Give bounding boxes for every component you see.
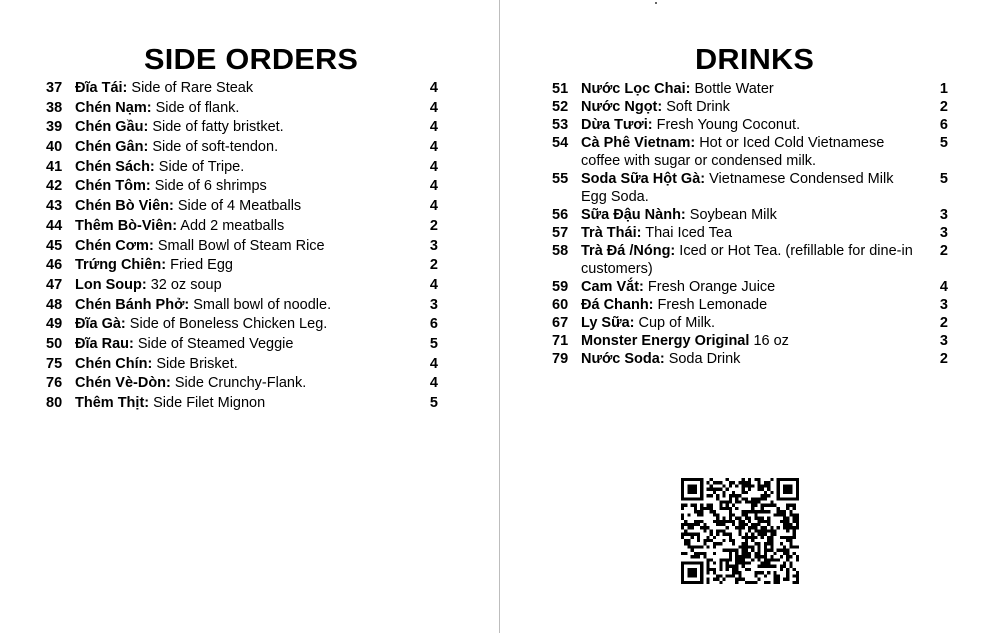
item-description: 32 oz soup bbox=[150, 276, 222, 293]
item-name: Đĩa Gà: bbox=[75, 316, 126, 333]
item-text bbox=[75, 375, 420, 391]
item-description: Small bowl of noodle. bbox=[193, 296, 332, 313]
item-text bbox=[75, 356, 420, 372]
item-name: Đĩa Tái: bbox=[75, 80, 128, 96]
item-price: 3 bbox=[939, 297, 948, 313]
menu-item bbox=[46, 178, 446, 198]
item-description: Iced or Hot Tea. (refillable for dine-in customers) bbox=[581, 243, 913, 277]
menu-item bbox=[46, 257, 446, 277]
item-name: Soda Sữa Hột Gà: bbox=[581, 171, 706, 187]
item-number: 67 bbox=[552, 315, 569, 331]
item-price: 2 bbox=[939, 315, 948, 331]
item-text bbox=[75, 297, 420, 313]
item-name: Chén Gân: bbox=[75, 139, 149, 156]
menu-item bbox=[552, 242, 952, 278]
item-number: 41 bbox=[46, 158, 63, 175]
item-name: Cam Vắt: bbox=[581, 279, 644, 295]
item-description: Side of 4 Meatballs bbox=[177, 198, 302, 215]
item-name: Cà Phê Vietnam: bbox=[581, 135, 696, 151]
item-name: Chén Gầu: bbox=[75, 119, 149, 136]
menu-item bbox=[46, 375, 446, 395]
drinks-list bbox=[552, 80, 952, 368]
item-price: 4 bbox=[429, 119, 438, 136]
menu-item bbox=[46, 277, 446, 297]
item-price: 4 bbox=[429, 276, 438, 293]
item-name: Nước Ngọt: bbox=[581, 99, 663, 115]
item-number: 52 bbox=[552, 99, 569, 115]
item-description: Vietnamese Condensed Milk Egg Soda. bbox=[581, 171, 894, 205]
menu-item bbox=[46, 336, 446, 356]
menu-item bbox=[552, 170, 952, 206]
item-name: Chén Bò Viên: bbox=[75, 198, 174, 215]
item-number: 75 bbox=[46, 355, 63, 372]
drinks-title: DRINKS bbox=[695, 44, 815, 76]
item-name: Chén Nạm: bbox=[75, 99, 152, 116]
item-description: Soybean Milk bbox=[689, 207, 777, 223]
menu-item bbox=[46, 356, 446, 376]
item-number: 38 bbox=[46, 99, 63, 116]
item-number: 57 bbox=[552, 225, 569, 241]
menu-item bbox=[46, 316, 446, 336]
item-price: 5 bbox=[939, 135, 948, 151]
menu-item bbox=[46, 159, 446, 179]
item-price: 3 bbox=[429, 296, 438, 313]
item-text bbox=[581, 98, 923, 116]
menu-item bbox=[46, 119, 446, 139]
item-name: Chén Vè-Dòn: bbox=[75, 375, 171, 392]
item-number: 45 bbox=[46, 237, 63, 254]
item-name: Đĩa Rau: bbox=[75, 335, 134, 352]
item-text bbox=[581, 206, 923, 224]
item-text bbox=[75, 277, 420, 293]
item-name: Ly Sữa: bbox=[581, 315, 635, 331]
item-price: 4 bbox=[429, 375, 438, 392]
menu-item bbox=[46, 198, 446, 218]
item-name: Trà Đá /Nóng: bbox=[581, 243, 676, 259]
item-name: Thêm Bò-Viên: bbox=[75, 217, 178, 234]
item-number: 49 bbox=[46, 316, 63, 333]
menu-item bbox=[552, 206, 952, 224]
item-number: 48 bbox=[46, 296, 63, 313]
item-name: Lon Soup: bbox=[75, 276, 147, 293]
item-number: 39 bbox=[46, 119, 63, 136]
item-number: 50 bbox=[46, 335, 63, 352]
item-description: Side Brisket. bbox=[156, 355, 238, 372]
item-text bbox=[581, 134, 923, 170]
item-price: 2 bbox=[429, 257, 438, 274]
item-price: 1 bbox=[939, 81, 948, 97]
item-price: 4 bbox=[429, 99, 438, 116]
item-number: 71 bbox=[552, 333, 569, 349]
item-description: 16 oz bbox=[753, 333, 789, 349]
item-text bbox=[581, 116, 923, 134]
item-number: 47 bbox=[46, 276, 63, 293]
item-text bbox=[75, 159, 420, 175]
item-text bbox=[75, 119, 420, 135]
item-price: 5 bbox=[939, 171, 948, 187]
item-description: Side of fatty bristket. bbox=[152, 119, 284, 136]
side-orders-list bbox=[46, 80, 446, 415]
item-text bbox=[75, 139, 420, 155]
item-number: 51 bbox=[552, 81, 569, 97]
item-price: 3 bbox=[939, 333, 948, 349]
item-text bbox=[581, 242, 923, 278]
item-text bbox=[581, 296, 923, 314]
item-text bbox=[581, 80, 923, 98]
item-text bbox=[75, 218, 420, 234]
item-description: Side of flank. bbox=[155, 99, 240, 116]
item-number: 54 bbox=[552, 135, 569, 151]
item-description: Cup of Milk. bbox=[638, 315, 716, 331]
menu-item bbox=[552, 350, 952, 368]
item-name: Chén Chín: bbox=[75, 355, 153, 372]
item-number: 44 bbox=[46, 217, 63, 234]
item-price: 3 bbox=[939, 225, 948, 241]
item-price: 4 bbox=[429, 158, 438, 175]
menu-item bbox=[46, 80, 446, 100]
menu-item bbox=[46, 238, 446, 258]
item-number: 42 bbox=[46, 178, 63, 195]
item-name: Chén Tôm: bbox=[75, 178, 151, 195]
item-number: 80 bbox=[46, 395, 63, 411]
item-price: 4 bbox=[939, 279, 948, 295]
item-name: Chén Sách: bbox=[75, 158, 155, 175]
item-description: Side of Rare Steak bbox=[131, 80, 254, 96]
item-number: 55 bbox=[552, 171, 569, 187]
item-text bbox=[75, 178, 420, 194]
item-price: 6 bbox=[939, 117, 948, 133]
item-number: 46 bbox=[46, 257, 63, 274]
menu-item bbox=[552, 332, 952, 350]
side-orders-title: SIDE ORDERS bbox=[144, 44, 359, 76]
item-text bbox=[75, 257, 420, 273]
item-text bbox=[75, 238, 420, 254]
item-number: 59 bbox=[552, 279, 569, 295]
item-number: 58 bbox=[552, 243, 569, 259]
item-text bbox=[75, 316, 420, 332]
menu-item bbox=[46, 395, 446, 415]
item-name: Nước Lọc Chai: bbox=[581, 81, 691, 97]
qr-code-icon[interactable] bbox=[681, 478, 799, 584]
item-description: Side of 6 shrimps bbox=[154, 178, 267, 195]
menu-item bbox=[46, 139, 446, 159]
item-number: 56 bbox=[552, 207, 569, 223]
item-text bbox=[581, 278, 923, 296]
item-price: 5 bbox=[429, 395, 438, 411]
item-price: 3 bbox=[429, 237, 438, 254]
item-price: 2 bbox=[939, 351, 948, 367]
item-number: 37 bbox=[46, 80, 63, 96]
menu-item bbox=[46, 218, 446, 238]
menu-item bbox=[552, 278, 952, 296]
item-description: Soda Drink bbox=[668, 351, 741, 367]
item-description: Side of Steamed Veggie bbox=[137, 335, 294, 352]
item-name: Đá Chanh: bbox=[581, 297, 654, 313]
item-number: 43 bbox=[46, 198, 63, 215]
item-description: Side Crunchy-Flank. bbox=[174, 375, 307, 392]
item-description: Side of Boneless Chicken Leg. bbox=[129, 316, 328, 333]
item-price: 2 bbox=[939, 99, 948, 115]
item-text bbox=[75, 80, 420, 96]
item-description: Fresh Orange Juice bbox=[647, 279, 776, 295]
item-number: 53 bbox=[552, 117, 569, 133]
item-description: Side of soft-tendon. bbox=[152, 139, 279, 156]
item-name: Sữa Đậu Nành: bbox=[581, 207, 686, 223]
item-description: Side Filet Mignon bbox=[153, 395, 266, 411]
item-name: Chén Bánh Phở: bbox=[75, 296, 190, 313]
item-number: 60 bbox=[552, 297, 569, 313]
item-name: Chén Cơm: bbox=[75, 237, 154, 254]
menu-item bbox=[552, 314, 952, 332]
item-text bbox=[581, 170, 923, 206]
item-description: Side of Tripe. bbox=[158, 158, 245, 175]
item-number: 76 bbox=[46, 375, 63, 392]
item-text bbox=[75, 336, 420, 352]
item-text bbox=[75, 100, 420, 116]
item-description: Soft Drink bbox=[666, 99, 730, 115]
item-price: 4 bbox=[429, 139, 438, 156]
item-price: 2 bbox=[429, 217, 438, 234]
item-number: 40 bbox=[46, 139, 63, 156]
item-text bbox=[75, 198, 420, 214]
item-price: 4 bbox=[429, 80, 438, 96]
item-name: Dừa Tươi: bbox=[581, 117, 653, 133]
item-text bbox=[581, 332, 923, 350]
item-text bbox=[581, 224, 923, 242]
item-text bbox=[75, 395, 420, 411]
item-price: 6 bbox=[429, 316, 438, 333]
item-description: Bottle Water bbox=[694, 81, 774, 97]
item-text bbox=[581, 350, 923, 368]
item-price: 4 bbox=[429, 355, 438, 372]
menu-item bbox=[552, 224, 952, 242]
item-price: 3 bbox=[939, 207, 948, 223]
item-name: Thêm Thịt: bbox=[75, 395, 150, 411]
item-price: 4 bbox=[429, 198, 438, 215]
item-description: Fresh Lemonade bbox=[657, 297, 768, 313]
item-name: Nước Soda: bbox=[581, 351, 665, 367]
menu-item bbox=[46, 297, 446, 317]
item-price: 5 bbox=[429, 335, 438, 352]
item-description: Fried Egg bbox=[170, 257, 233, 274]
item-name: Trứng Chiên: bbox=[75, 257, 167, 274]
item-name: Trà Thái: bbox=[581, 225, 642, 241]
item-price: 2 bbox=[939, 243, 948, 259]
item-description: Thai Iced Tea bbox=[645, 225, 733, 241]
page-divider bbox=[499, 0, 500, 633]
menu-item bbox=[552, 134, 952, 170]
item-number: 79 bbox=[552, 351, 569, 367]
item-description: Hot or Iced Cold Vietnamese coffee with sugar or condensed milk. bbox=[581, 135, 885, 169]
item-description: Add 2 meatballs bbox=[180, 217, 285, 234]
menu-item bbox=[552, 98, 952, 116]
scan-mark bbox=[655, 2, 657, 4]
menu-item bbox=[552, 296, 952, 314]
item-name: Monster Energy Original bbox=[581, 333, 750, 349]
menu-item bbox=[552, 116, 952, 134]
item-description: Small Bowl of Steam Rice bbox=[157, 237, 325, 254]
item-text bbox=[581, 314, 923, 332]
menu-item bbox=[552, 80, 952, 98]
menu-item bbox=[46, 100, 446, 120]
item-price: 4 bbox=[429, 178, 438, 195]
item-description: Fresh Young Coconut. bbox=[656, 117, 801, 133]
